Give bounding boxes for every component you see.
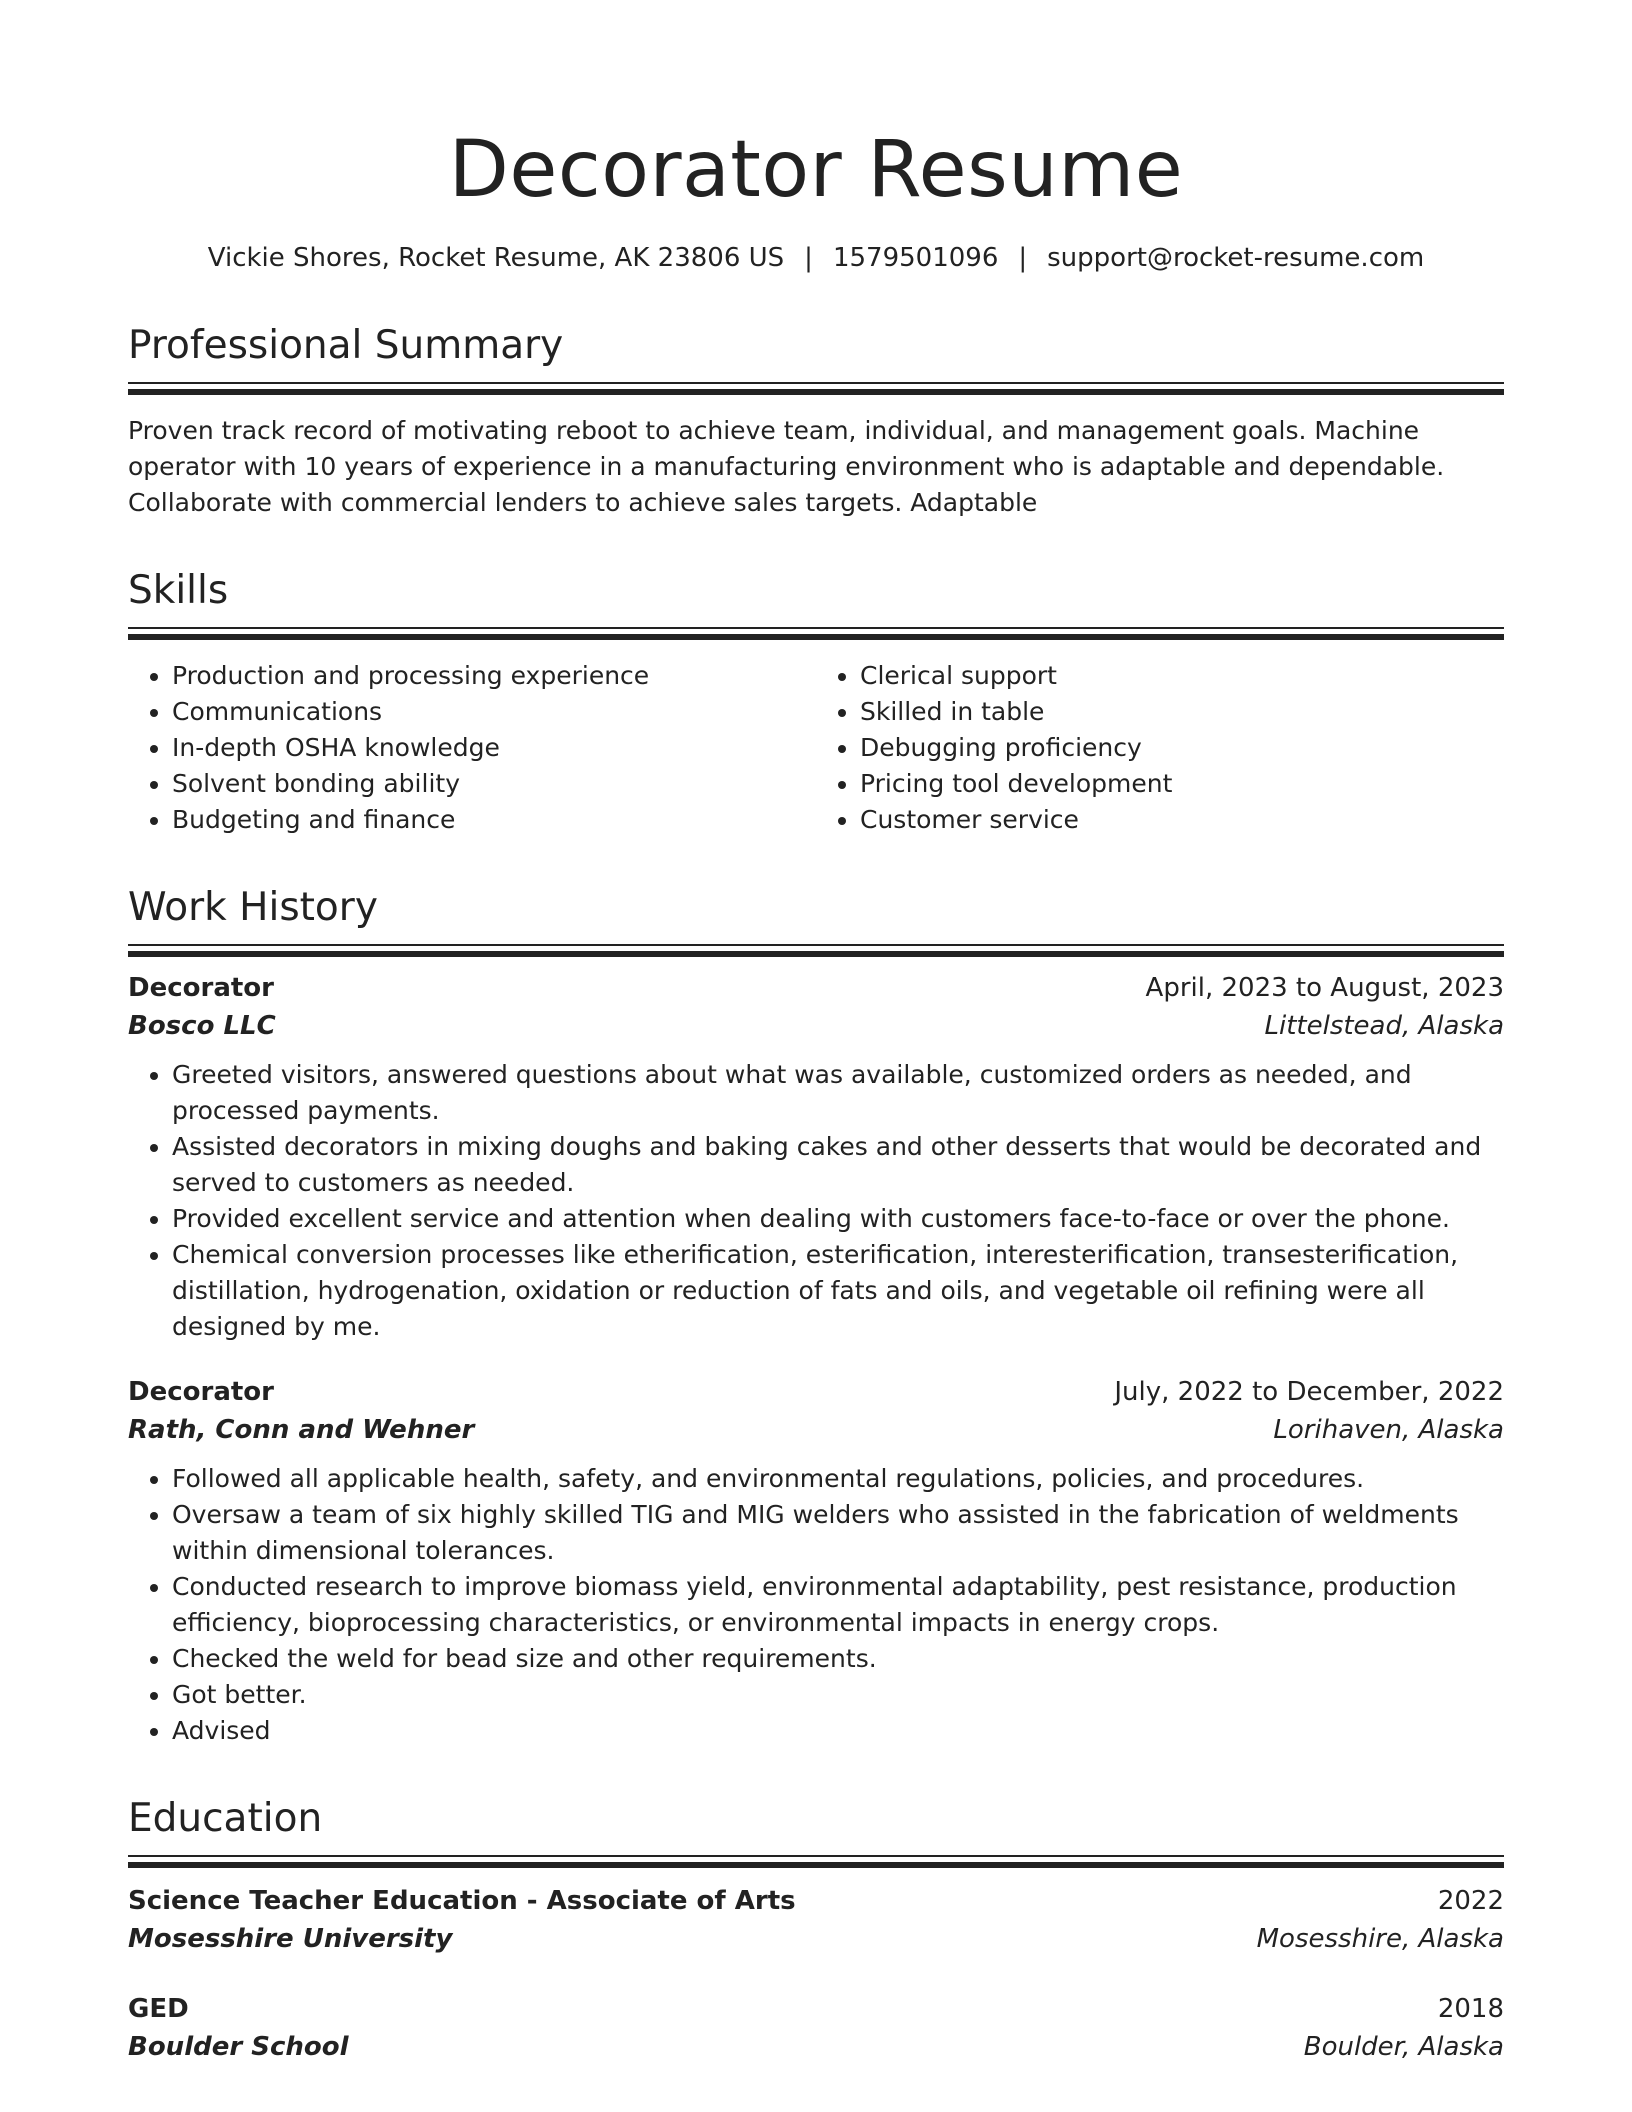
skill-item: • Solvent bonding ability [172,766,816,802]
skills-right-column [816,658,1504,838]
resume-title: Decorator Resume [448,125,1184,215]
skill-item: • Debugging proficiency [860,730,1504,766]
section-heading: Professional Summary [128,323,564,368]
skill-item: • In-depth OSHA knowledge [172,730,816,766]
job-company: Bosco LLC [128,1011,276,1041]
job-bullets [128,1057,1504,1345]
education-location: Boulder, Alaska [1303,2032,1504,2062]
job-bullets [128,1461,1504,1749]
work-history-section [128,882,1504,1749]
skills-section [128,565,1504,838]
contact-address: Vickie Shores, Rocket Resume, AK 23806 US [207,243,785,273]
job-entry [128,969,1504,1345]
education-entry [128,1990,1504,2066]
job-title: Decorator [128,973,274,1003]
job-entry [128,1373,1504,1749]
skill-item: • Customer service [860,802,1504,838]
education-entry [128,1882,1504,1958]
section-heading: Education [128,1796,323,1841]
job-bullet: • Got better. [172,1677,1504,1713]
skill-item: • Production and processing experience [172,658,816,694]
education-degree: GED [128,1994,189,2024]
job-bullet: • Assisted decorators in mixing doughs and baking cakes and other desserts that would be decorated and served to customers as needed. [172,1129,1504,1201]
skill-item: • Pricing tool development [860,766,1504,802]
education-school: Boulder School [128,2032,349,2062]
skill-item: • Communications [172,694,816,730]
job-dates: April, 2023 to August, 2023 [1145,973,1504,1003]
job-title: Decorator [128,1377,274,1407]
job-location: Lorihaven, Alaska [1273,1415,1504,1445]
job-bullet: • Advised [172,1713,1504,1749]
section-heading: Skills [128,568,229,613]
section-divider [128,627,1504,640]
skill-item: • Clerical support [860,658,1504,694]
education-location: Mosesshire, Alaska [1256,1924,1504,1954]
skill-item: • Skilled in table [860,694,1504,730]
contact-line [128,240,1504,276]
job-location: Littelstead, Alaska [1264,1011,1504,1041]
education-school: Mosesshire University [128,1924,453,1954]
education-year: 2018 [1437,1994,1504,2024]
education-degree: Science Teacher Education - Associate of Arts [128,1886,796,1916]
contact-phone: 1579501096 [832,243,999,273]
job-bullet: • Chemical conversion processes like etherification, esterification, interesterification, transesterification, distillation, hydrogenation, oxidation or reduction of fats and oils, and vegetable oil refining were all designed by me. [172,1237,1504,1345]
contact-separator: | [1018,243,1028,273]
contact-separator: | [804,243,813,273]
summary-section [128,320,1504,521]
job-bullet: • Greeted visitors, answered questions about what was available, customized orders as needed, and processed payments. [172,1057,1504,1129]
job-bullet: • Followed all applicable health, safety, and environmental regulations, policies, and procedures. [172,1461,1504,1497]
job-bullet: • Conducted research to improve biomass yield, environmental adaptability, pest resistance, production efficiency, bioprocessing characteristics, or environmental impacts in energy crops. [172,1569,1504,1641]
job-bullet: • Checked the weld for bead size and other requirements. [172,1641,1504,1677]
section-divider [128,1855,1504,1868]
skill-item: • Budgeting and finance [172,802,816,838]
summary-text: Proven track record of motivating reboot to achieve team, individual, and management goals. Machine operator with 10 years of experience in a manufacturing environment who is adaptable and dependable. Collaborate with commercial lenders to achieve sales targets. Adaptable [128,416,1445,517]
education-section [128,1793,1504,2066]
section-divider [128,382,1504,395]
section-divider [128,944,1504,957]
job-company: Rath, Conn and Wehner [128,1415,475,1445]
skills-columns [128,658,1504,838]
section-heading: Work History [128,885,378,930]
resume-page [128,0,1504,2066]
job-bullet: • Provided excellent service and attention when dealing with customers face-to-face or over the phone. [172,1201,1504,1237]
skills-left-column [128,658,816,838]
contact-email: support@rocket-resume.com [1047,243,1425,273]
education-year: 2022 [1437,1886,1504,1916]
job-dates: July, 2022 to December, 2022 [1114,1377,1504,1407]
job-bullet: • Oversaw a team of six highly skilled TIG and MIG welders who assisted in the fabrication of weldments within dimensional tolerances. [172,1497,1504,1569]
